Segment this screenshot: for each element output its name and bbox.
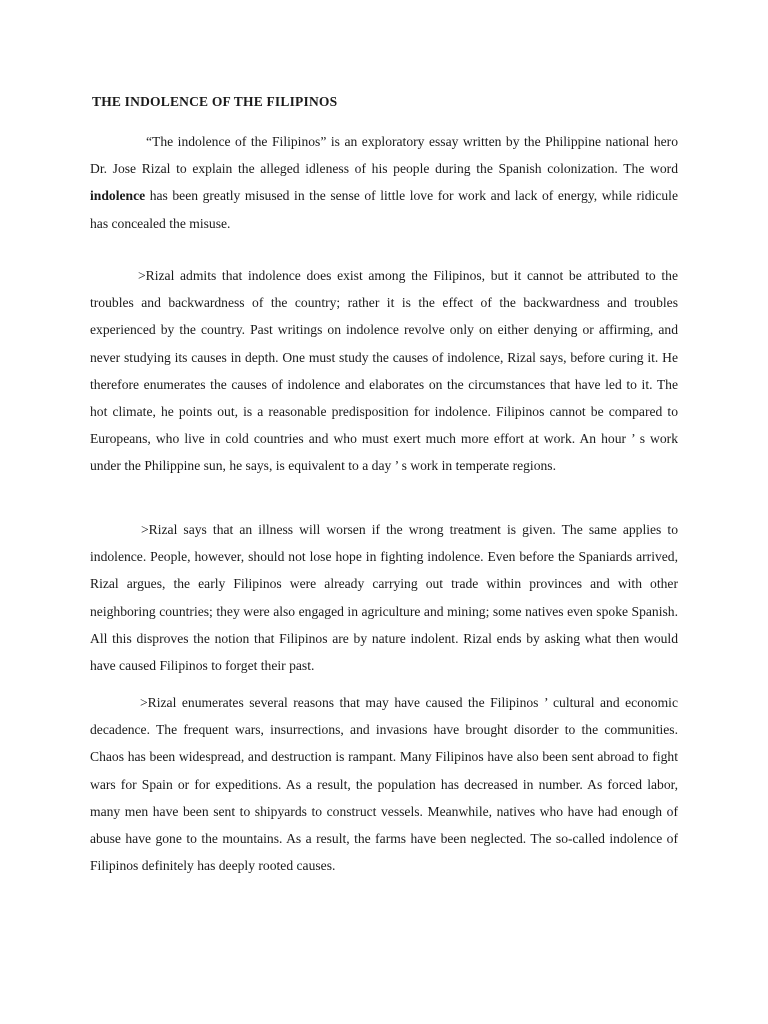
paragraph-intro: [90, 128, 678, 237]
paragraph-causes: >Rizal admits that indolence does exist among the Filipinos, but it cannot be attributed to the troubles and backwardness of the country; rather it is the effect of the backwardness and troubles experienced by the country. Past writings on indolence revolve only on either denying or affirming, and never studying its causes in depth. One must study the causes of indolence, Rizal says, before curing it. He therefore enumerates the causes of indolence and elaborates on the circumstances that have led to it. The hot climate, he points out, is a reasonable predisposition for indolence. Filipinos cannot be compared to Europeans, who live in cold countries and who must exert much more effort at work. An hour ’ s work under the Philippine sun, he says, is equivalent to a day ’ s work in temperate regions.: [90, 268, 678, 474]
paragraph-intro-text-start: “The indolence of the Filipinos” is an exploratory essay written by the Philippine national hero Dr. Jose Rizal to explain the alleged idleness of his people during the Spanish colonization. The word: [90, 134, 678, 177]
paragraph-decadence-reasons: >Rizal enumerates several reasons that may have caused the Filipinos ’ cultural and economic decadence. The frequent wars, insurrections, and invasions have brought disorder to the communities. Chaos has been widespread, and destruction is rampant. Many Filipinos have also been sent abroad to fight wars for Spain or for expeditions. As a result, the population has decreased in number. As forced labor, many men have been sent to shipyards to construct vessels. Meanwhile, natives who have had enough of abuse have gone to the mountains. As a result, the farms have been neglected. The so-called indolence of Filipinos definitely has deeply rooted causes.: [90, 695, 678, 874]
paragraph-illness-analogy: >Rizal says that an illness will worsen if the wrong treatment is given. The same applies to indolence. People, however, should not lose hope in fighting indolence. Even before the Spaniards arrived, Rizal argues, the early Filipinos were already carrying out trade within provinces and with other neighboring countries; they were also engaged in agriculture and mining; some natives even spoke Spanish. All this disproves the notion that Filipinos are by nature indolent. Rizal ends by asking what then would have caused Filipinos to forget their past.: [90, 522, 678, 674]
paragraph-intro-text-end: has been greatly misused in the sense of little love for work and lack of energy, while ridicule has concealed the misuse.: [90, 188, 678, 231]
document-title: THE INDOLENCE OF THE FILIPINOS: [92, 94, 338, 109]
bold-term-indolence: indolence: [90, 188, 146, 204]
